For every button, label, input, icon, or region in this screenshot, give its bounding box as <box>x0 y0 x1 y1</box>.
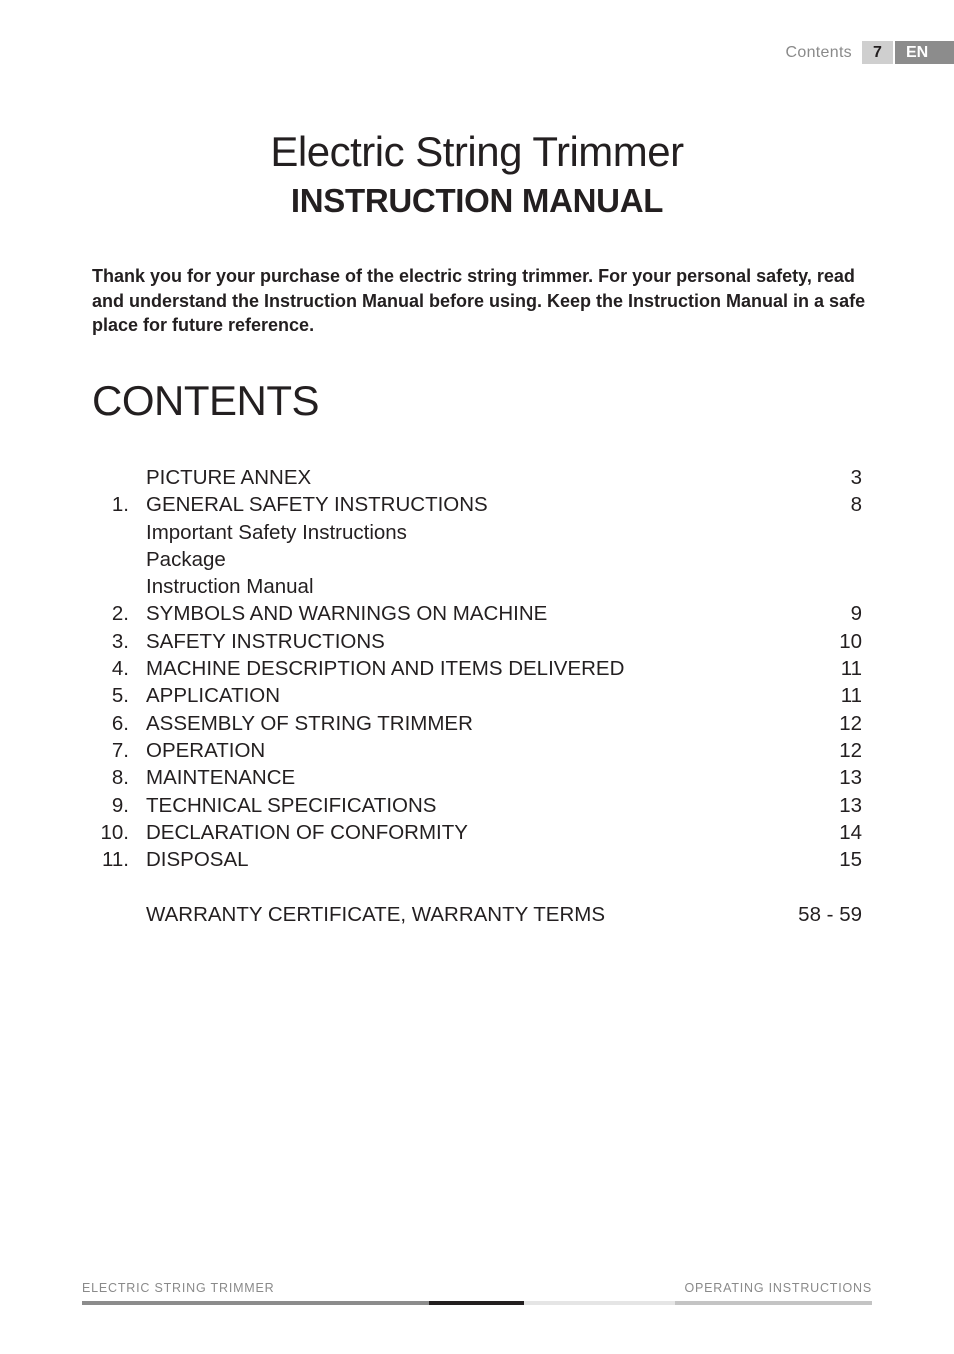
toc-page: 10 <box>839 629 862 653</box>
header-section-title: Contents <box>785 43 852 61</box>
intro-paragraph: Thank you for your purchase of the electric string trimmer. For your personal safety, read and understand the Instruction Manual before using. Keep the Instruction Manual in a safe place for future reference. <box>92 266 866 335</box>
toc-entry <box>92 819 862 846</box>
toc-entry <box>92 628 862 655</box>
table-of-contents <box>92 464 862 928</box>
footer-divider <box>82 1301 872 1305</box>
toc-entry <box>92 546 862 573</box>
toc-entry-warranty <box>92 901 862 928</box>
toc-page: 14 <box>839 820 862 844</box>
footer-divider-segment <box>429 1301 524 1305</box>
toc-number: 8. <box>111 766 129 790</box>
toc-spacer <box>92 873 862 900</box>
toc-label: DECLARATION OF CONFORMITY <box>146 820 468 844</box>
toc-label: SYMBOLS AND WARNINGS ON MACHINE <box>146 602 548 626</box>
language-badge: EN <box>895 41 954 64</box>
toc-page: 15 <box>839 848 862 872</box>
toc-entry <box>92 600 862 627</box>
page-number-badge: 7 <box>862 41 893 64</box>
toc-entry <box>92 655 862 682</box>
footer-document-type: OPERATING INSTRUCTIONS <box>684 1281 872 1295</box>
toc-number: 4. <box>111 657 129 681</box>
toc-label: MAINTENANCE <box>146 766 296 790</box>
toc-page: 13 <box>839 793 862 817</box>
toc-label: Instruction Manual <box>146 575 314 599</box>
toc-number: 9. <box>111 793 129 817</box>
toc-label: DISPOSAL <box>146 848 249 872</box>
toc-page: 3 <box>850 466 862 489</box>
toc-label: APPLICATION <box>146 684 281 708</box>
toc-label: GENERAL SAFETY INSTRUCTIONS <box>146 493 488 517</box>
document-subtitle: INSTRUCTION MANUAL <box>290 182 664 219</box>
toc-label: Package <box>146 547 226 571</box>
toc-number: 11. <box>102 848 129 872</box>
toc-label: WARRANTY CERTIFICATE, WARRANTY TERMS <box>146 902 606 926</box>
toc-label: Important Safety Instructions <box>146 520 407 544</box>
toc-entry <box>92 792 862 819</box>
toc-page: 8 <box>850 493 862 517</box>
toc-label: MACHINE DESCRIPTION AND ITEMS DELIVERED <box>146 657 625 681</box>
toc-page: 13 <box>839 766 862 790</box>
toc-page: 11 <box>840 657 862 681</box>
toc-number: 10. <box>100 820 129 844</box>
toc-entry <box>92 846 862 873</box>
toc-label: SAFETY INSTRUCTIONS <box>146 629 385 653</box>
toc-number: 5. <box>111 684 129 708</box>
toc-page: 12 <box>839 711 862 735</box>
toc-entry <box>92 737 862 764</box>
toc-entry <box>92 764 862 791</box>
toc-page: 11 <box>840 684 862 708</box>
toc-number: 6. <box>111 711 129 735</box>
toc-entry <box>92 464 862 491</box>
toc-label: OPERATION <box>146 738 266 762</box>
toc-page: 12 <box>839 738 862 762</box>
page-header <box>786 41 954 64</box>
toc-number: 7. <box>111 738 129 762</box>
toc-entry <box>92 710 862 737</box>
toc-entry <box>92 519 862 546</box>
toc-label: PICTURE ANNEX <box>146 466 312 489</box>
toc-entry <box>92 682 862 709</box>
document-title: Electric String Trimmer <box>270 128 684 175</box>
toc-entry <box>92 573 862 600</box>
toc-page: 58 - 59 <box>798 902 862 926</box>
toc-number: 3. <box>111 629 129 653</box>
toc-entry <box>92 491 862 518</box>
toc-label: TECHNICAL SPECIFICATIONS <box>146 793 437 817</box>
toc-number: 2. <box>111 602 129 626</box>
toc-number: 1. <box>111 493 129 517</box>
toc-label: ASSEMBLY OF STRING TRIMMER <box>146 711 473 735</box>
footer-divider-segment <box>524 1301 675 1305</box>
footer-product-name: ELECTRIC STRING TRIMMER <box>82 1281 275 1295</box>
toc-page: 9 <box>850 602 862 626</box>
contents-heading: CONTENTS <box>92 377 319 424</box>
footer-divider-segment <box>675 1301 872 1305</box>
footer-divider-segment <box>82 1301 429 1305</box>
